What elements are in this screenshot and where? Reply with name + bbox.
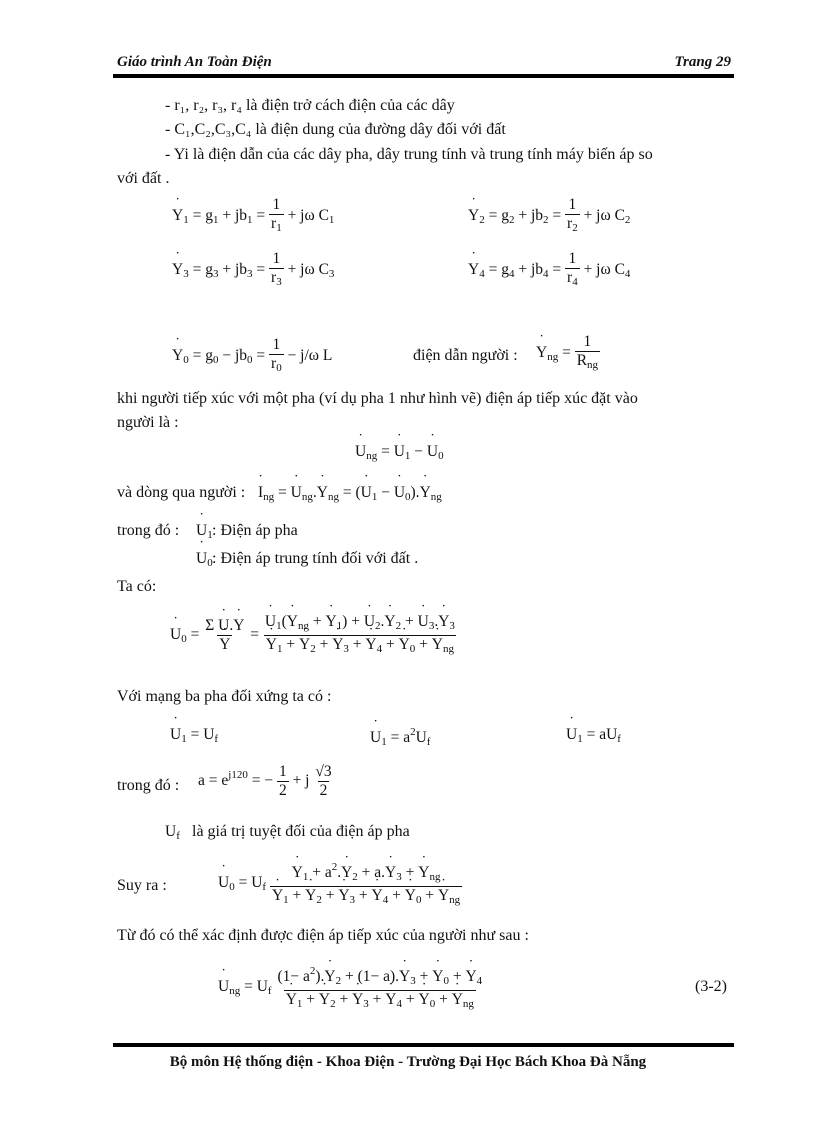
equation-u0-general: U $˙_0$ = $\frac{\text{Σ U ˙.Y ˙}}{Y}$ ˙ = $\frac{U ˙_1(Y ˙_{ng} + Y ˙_1) + U ˙_2.Y ˙_2 + U ˙_3.Y ˙_3}{Y ˙_1 + Y ˙_2 + Y ˙_3 + Y ˙_4 + Y ˙_0 + Y ˙_{ng}}$	[170, 613, 457, 658]
person-admittance-label: điện dẫn người :	[413, 347, 518, 364]
equation-y3: Y $˙_3 = g_3 + jb_3$ = $\frac{1}{r_3}$ + jω $C_3$	[172, 250, 334, 291]
symbol-uf: $U_f$	[165, 823, 180, 842]
equation-y4: Y $˙_4 = g_4 + jb_4$ = $\frac{1}{r_4}$ + jω $C_4$	[468, 250, 630, 291]
equation-a-operator: $a = e^{j120}$ = − $\frac{1}{2}$ + j $\frac{√3}{2}$	[198, 763, 332, 799]
we-have-label: Ta có:	[117, 578, 157, 595]
symmetric-network-text: Với mạng ba pha đối xứng ta có :	[117, 688, 332, 705]
equation-u1-auf: U $˙_1 = aU_f$	[566, 726, 621, 745]
equation-u1-uf: U $˙_1 = U_f$	[170, 726, 218, 745]
equation-yng: Y $˙_{ng}$ = $\frac{1}{R_{ng}}$	[536, 333, 600, 374]
equation-ing: I $˙_{ng} = U$ $˙_{ng}.Y$ $˙_{ng} = (U$ $˙_1 - U$ $˙_0).Y$ $˙_{ng}$	[258, 484, 442, 503]
equation-u1-a2uf: U $˙_1 = a^2U_f$	[370, 726, 430, 748]
equation-ung-final: U $˙_{ng} = U_f$ $\frac{(1- a^2).Y ˙_2 + (1- a).Y ˙_3 + Y ˙_0 + Y ˙_4}{Y ˙_1 + Y ˙_2 + Y ˙_3 + Y ˙_4 + Y ˙_0 + Y ˙_{ng}}$	[218, 962, 484, 1013]
header-rule	[113, 74, 734, 78]
contact-paragraph-line1: khi người tiếp xúc với một pha (ví dụ pha 1 như hình vẽ) điện áp tiếp xúc đặt vào	[117, 390, 638, 407]
header-page-number: Trang 29	[674, 54, 731, 70]
header-title: Giáo trình An Toàn Điện	[117, 54, 272, 70]
deduce-label: Suy ra :	[117, 877, 167, 894]
equation-y1: Y $˙_1 = g_1 + jb_1$ = $\frac{1}{r_1}$ + jω $C_1$	[172, 196, 334, 237]
symbol-u0: U $˙_0$	[196, 550, 213, 569]
text-line-resistances: - r₁, r₂, r₃, r₄ là điện trở cách điện của các dây	[165, 97, 455, 114]
text-line-admittances: - Yi là điện dẫn của các dây pha, dây trung tính và trung tính máy biến áp so	[165, 146, 653, 163]
u1-description: : Điện áp pha	[212, 522, 298, 539]
footer-rule	[113, 1043, 734, 1047]
equation-u0-symmetric: U $˙_0 = U_f$ $\frac{Y ˙_1 + a^2.Y ˙_2 + a.Y ˙_3 + Y ˙_{ng}}{Y ˙_1 + Y ˙_2 + Y ˙_3 + Y ˙_4 + Y ˙_0 + Y ˙_{ng}}$	[218, 858, 462, 909]
symbol-u1: U $˙_1$	[196, 522, 213, 541]
equation-number: (3-2)	[695, 978, 727, 995]
where-label-2: trong đó :	[117, 777, 180, 794]
text-line-capacitances: - C₁,C₂,C₃,C₄ là điện dung của đường dây đối với đất	[165, 121, 506, 138]
equation-ung: U $˙_{ng} = U$ $˙_1 - U$ $˙_0$	[355, 443, 444, 462]
uf-description: là giá trị tuyệt đối của điện áp pha	[192, 823, 410, 840]
conclusion-text: Từ đó có thể xác định được điện áp tiếp xúc của người như sau :	[117, 927, 529, 944]
footer-text: Bộ môn Hệ thống điện - Khoa Điện - Trường Đại Học Bách Khoa Đà Nẵng	[169, 1054, 647, 1070]
equation-y2: Y $˙_2 = g_2 + jb_2$ = $\frac{1}{r_2}$ + jω $C_2$	[468, 196, 630, 237]
where-label: trong đó :	[117, 522, 180, 539]
text-line-to-ground: với đất .	[117, 170, 170, 187]
contact-paragraph-line2: người là :	[117, 414, 179, 431]
current-label: và dòng qua người :	[117, 484, 246, 501]
equation-y0: Y $˙_0 = g_0 - jb_0$ = $\frac{1}{r_0}$ − j/ω L	[172, 336, 332, 377]
u0-description: : Điện áp trung tính đối với đất .	[212, 550, 419, 567]
